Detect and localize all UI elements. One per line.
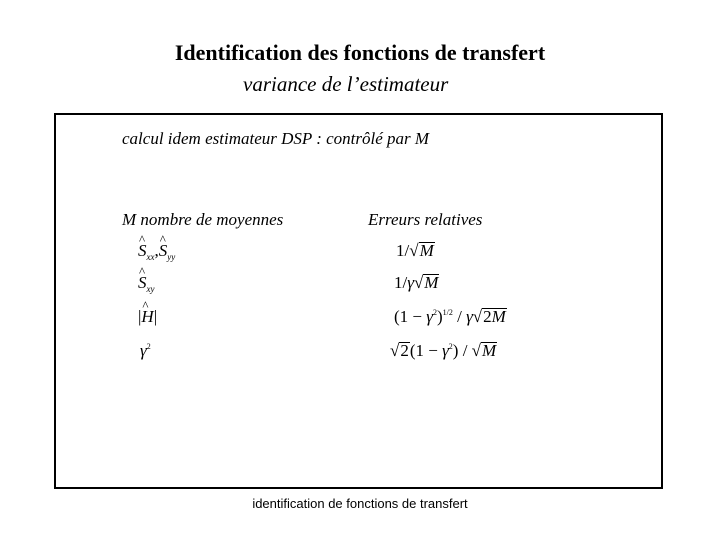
intro-line: calcul idem estimateur DSP : contrôlé par M bbox=[122, 129, 430, 148]
error-row-3: $(1 - \gamma^2)^{1/2} / \gamma√2M$ bbox=[394, 307, 506, 326]
error-row-1: 1/√M bbox=[396, 241, 434, 260]
estimator-row-2: ^ $S_{xy}$ bbox=[138, 273, 155, 294]
estimator-row-4: $\gamma^2$ bbox=[140, 341, 151, 360]
estimator-row-3: |^ H| bbox=[138, 307, 157, 327]
estimator-row-1: ^ $S_{xx},\^{}$ $S_{yy}$ bbox=[138, 241, 175, 262]
content-box bbox=[54, 113, 663, 489]
footer-caption: identification de fonctions de transfert bbox=[252, 496, 468, 511]
error-row-2: 1/γ√M bbox=[394, 273, 439, 292]
column-header-errors: Erreurs relatives bbox=[368, 210, 483, 229]
slide-subtitle: variance de l’estimateur bbox=[243, 72, 449, 96]
error-row-4: $√2(1 - \gamma^2) / √M$ bbox=[390, 341, 497, 360]
column-header-averages: M nombre de moyennes bbox=[122, 210, 284, 229]
slide-title: Identification des fonctions de transfert bbox=[174, 40, 546, 65]
